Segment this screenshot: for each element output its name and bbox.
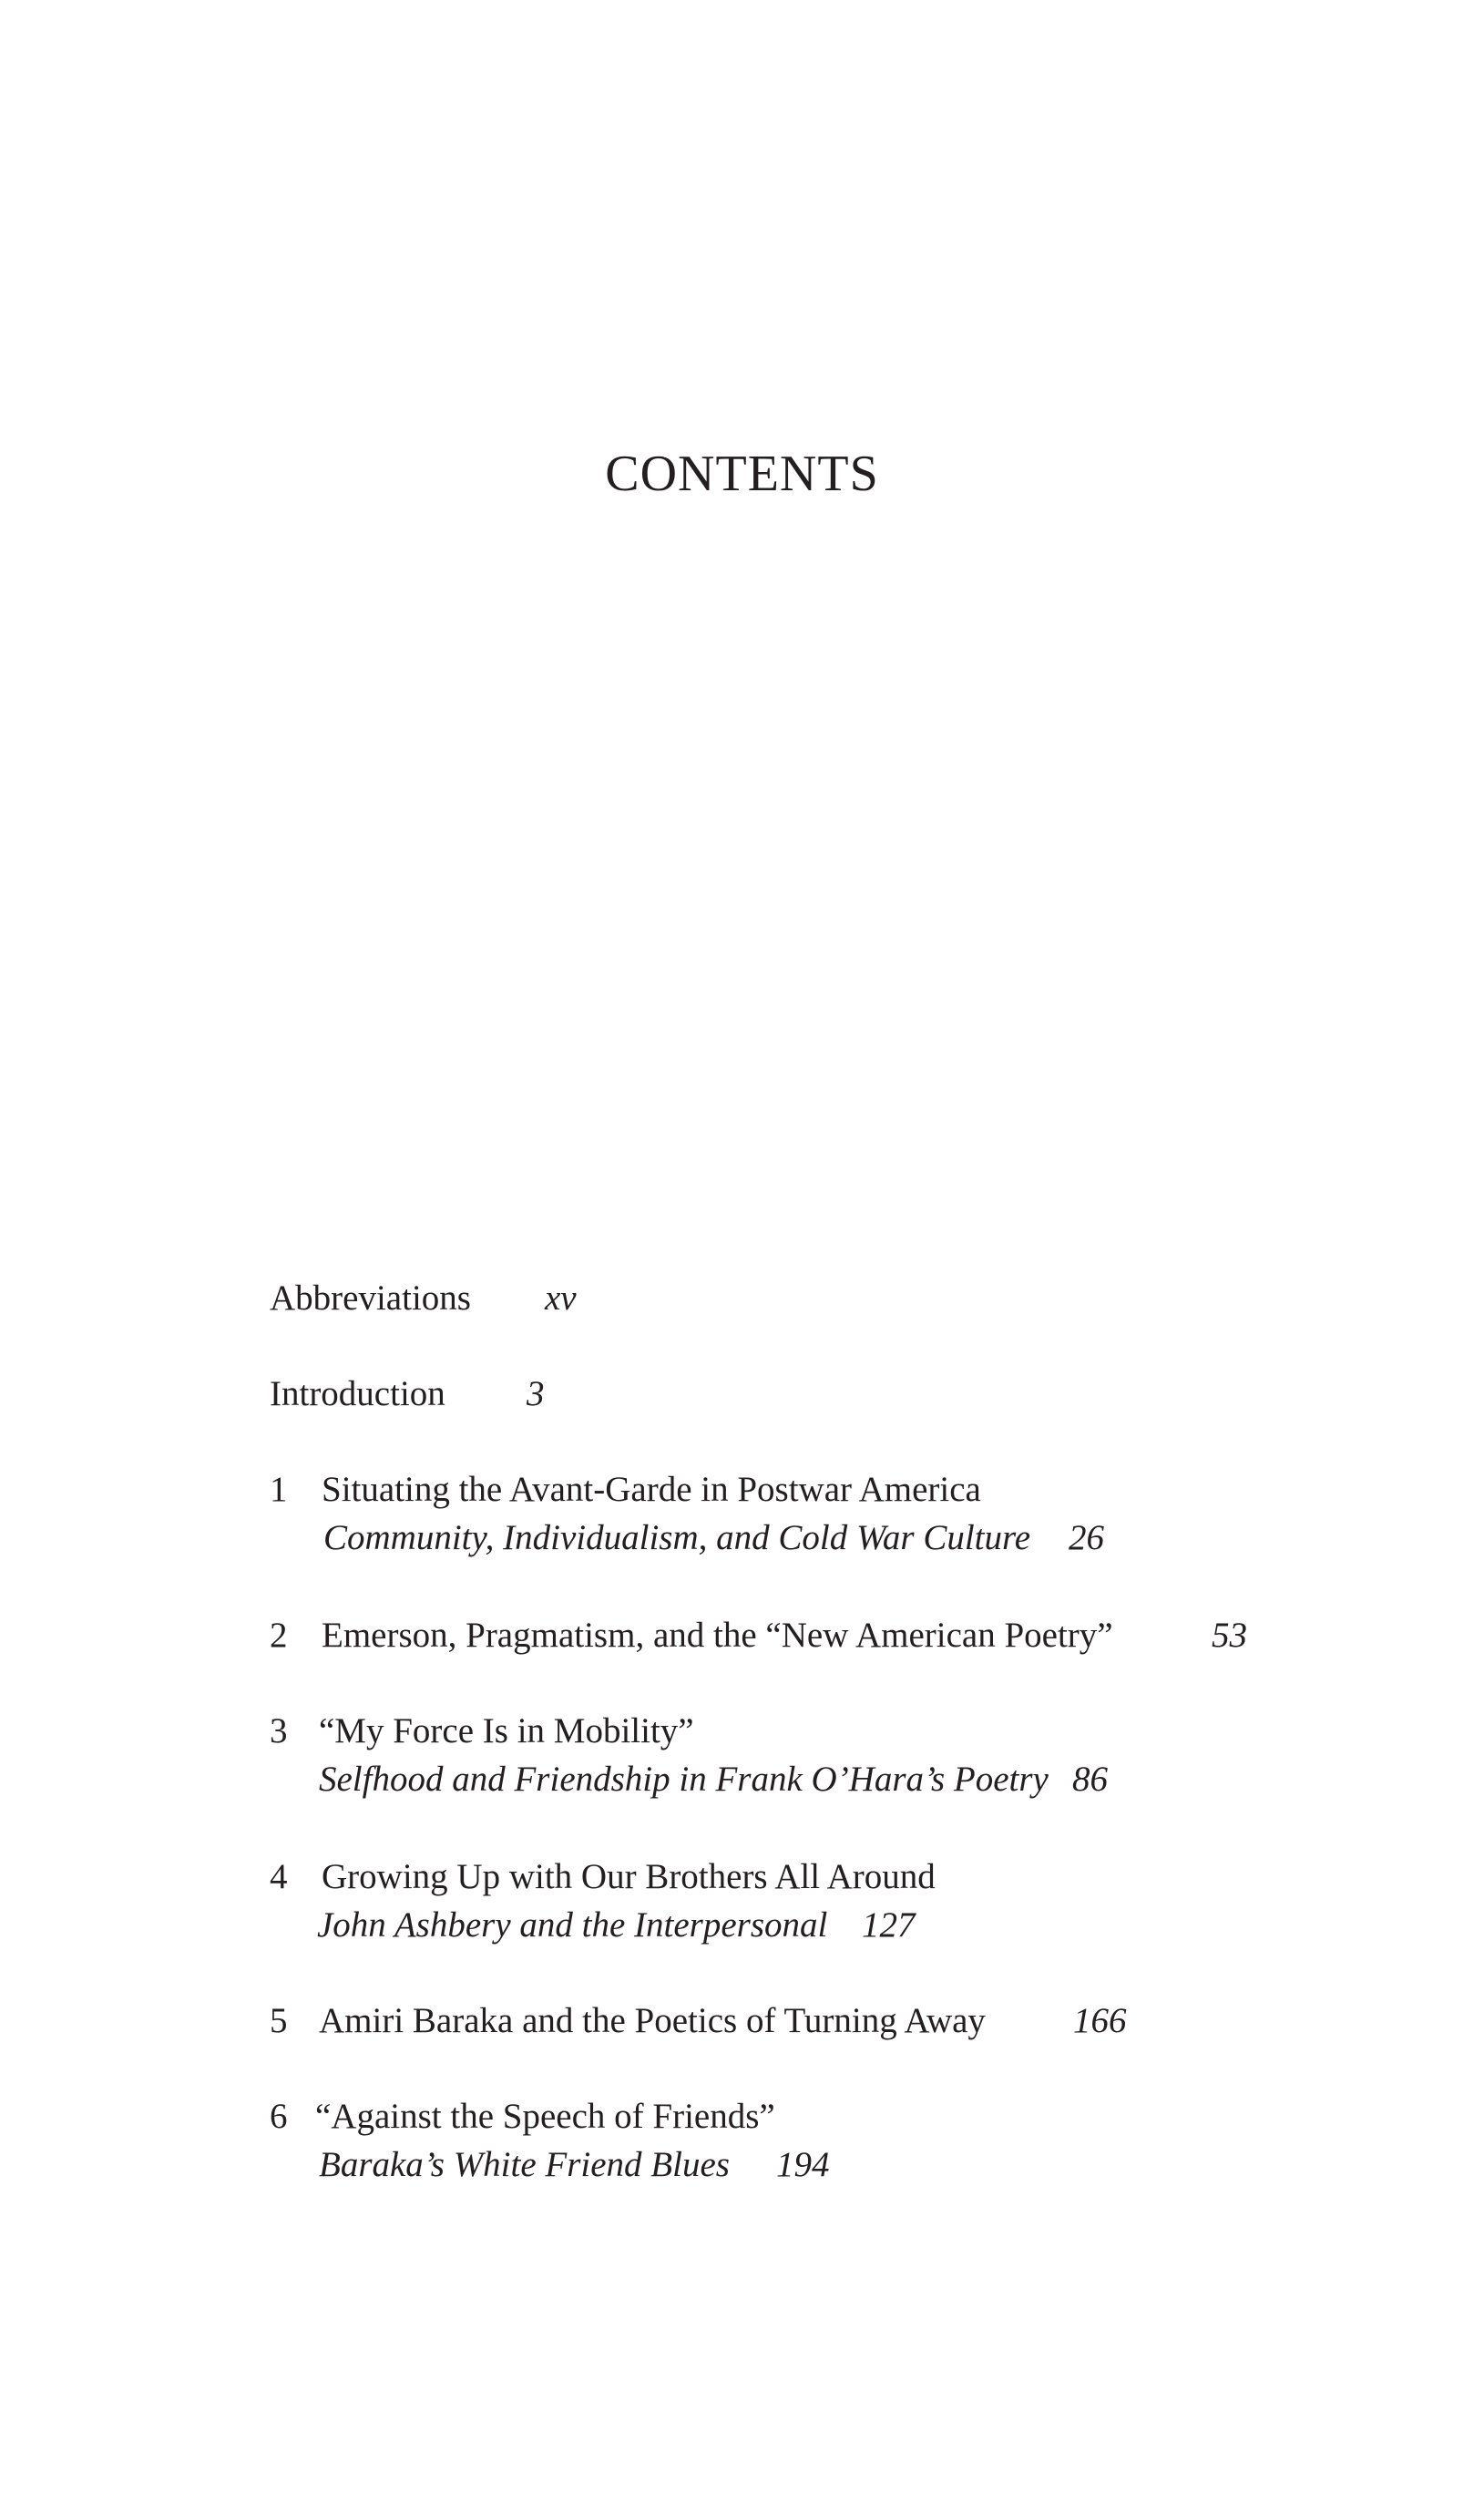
chapter-4-number: 4 xyxy=(270,1857,288,1896)
entry-abbreviations-title: Abbreviations xyxy=(270,1278,471,1318)
chapter-5-title: Amiri Baraka and the Poetics of Turning Away xyxy=(319,2001,986,2040)
chapter-4-page: 127 xyxy=(862,1905,916,1945)
chapter-6-subtitle: Baraka’s White Friend Blues xyxy=(319,2145,730,2184)
entry-abbreviations-page: xv xyxy=(545,1278,577,1318)
chapter-5-number: 5 xyxy=(270,2001,288,2040)
chapter-2-title: Emerson, Pragmatism, and the “New American Poetry” xyxy=(322,1616,1113,1655)
chapter-1-page: 26 xyxy=(1069,1518,1104,1557)
chapter-6-title: “Against the Speech of Friends” xyxy=(315,2097,775,2136)
chapter-4-subtitle: John Ashbery and the Interpersonal xyxy=(317,1905,828,1945)
chapter-2-page: 53 xyxy=(1212,1616,1247,1655)
chapter-1-title: Situating the Avant-Garde in Postwar America xyxy=(322,1470,981,1509)
chapter-4-title: Growing Up with Our Brothers All Around xyxy=(322,1857,936,1896)
chapter-3-title: “My Force Is in Mobility” xyxy=(319,1711,694,1750)
chapter-3-subtitle: Selfhood and Friendship in Frank O’Hara’s Poetry xyxy=(319,1760,1049,1799)
entry-introduction-page: 3 xyxy=(527,1374,545,1413)
page-title: CONTENTS xyxy=(605,446,879,502)
chapter-5-page: 166 xyxy=(1073,2001,1127,2040)
chapter-2-number: 2 xyxy=(270,1616,288,1655)
chapter-1-subtitle: Community, Individualism, and Cold War Culture xyxy=(323,1518,1031,1557)
chapter-3-number: 3 xyxy=(270,1711,288,1750)
chapter-6-number: 6 xyxy=(270,2097,288,2136)
chapter-3-page: 86 xyxy=(1072,1760,1108,1799)
chapter-1-number: 1 xyxy=(270,1470,288,1509)
entry-introduction-title: Introduction xyxy=(270,1374,445,1413)
chapter-6-page: 194 xyxy=(776,2145,830,2184)
